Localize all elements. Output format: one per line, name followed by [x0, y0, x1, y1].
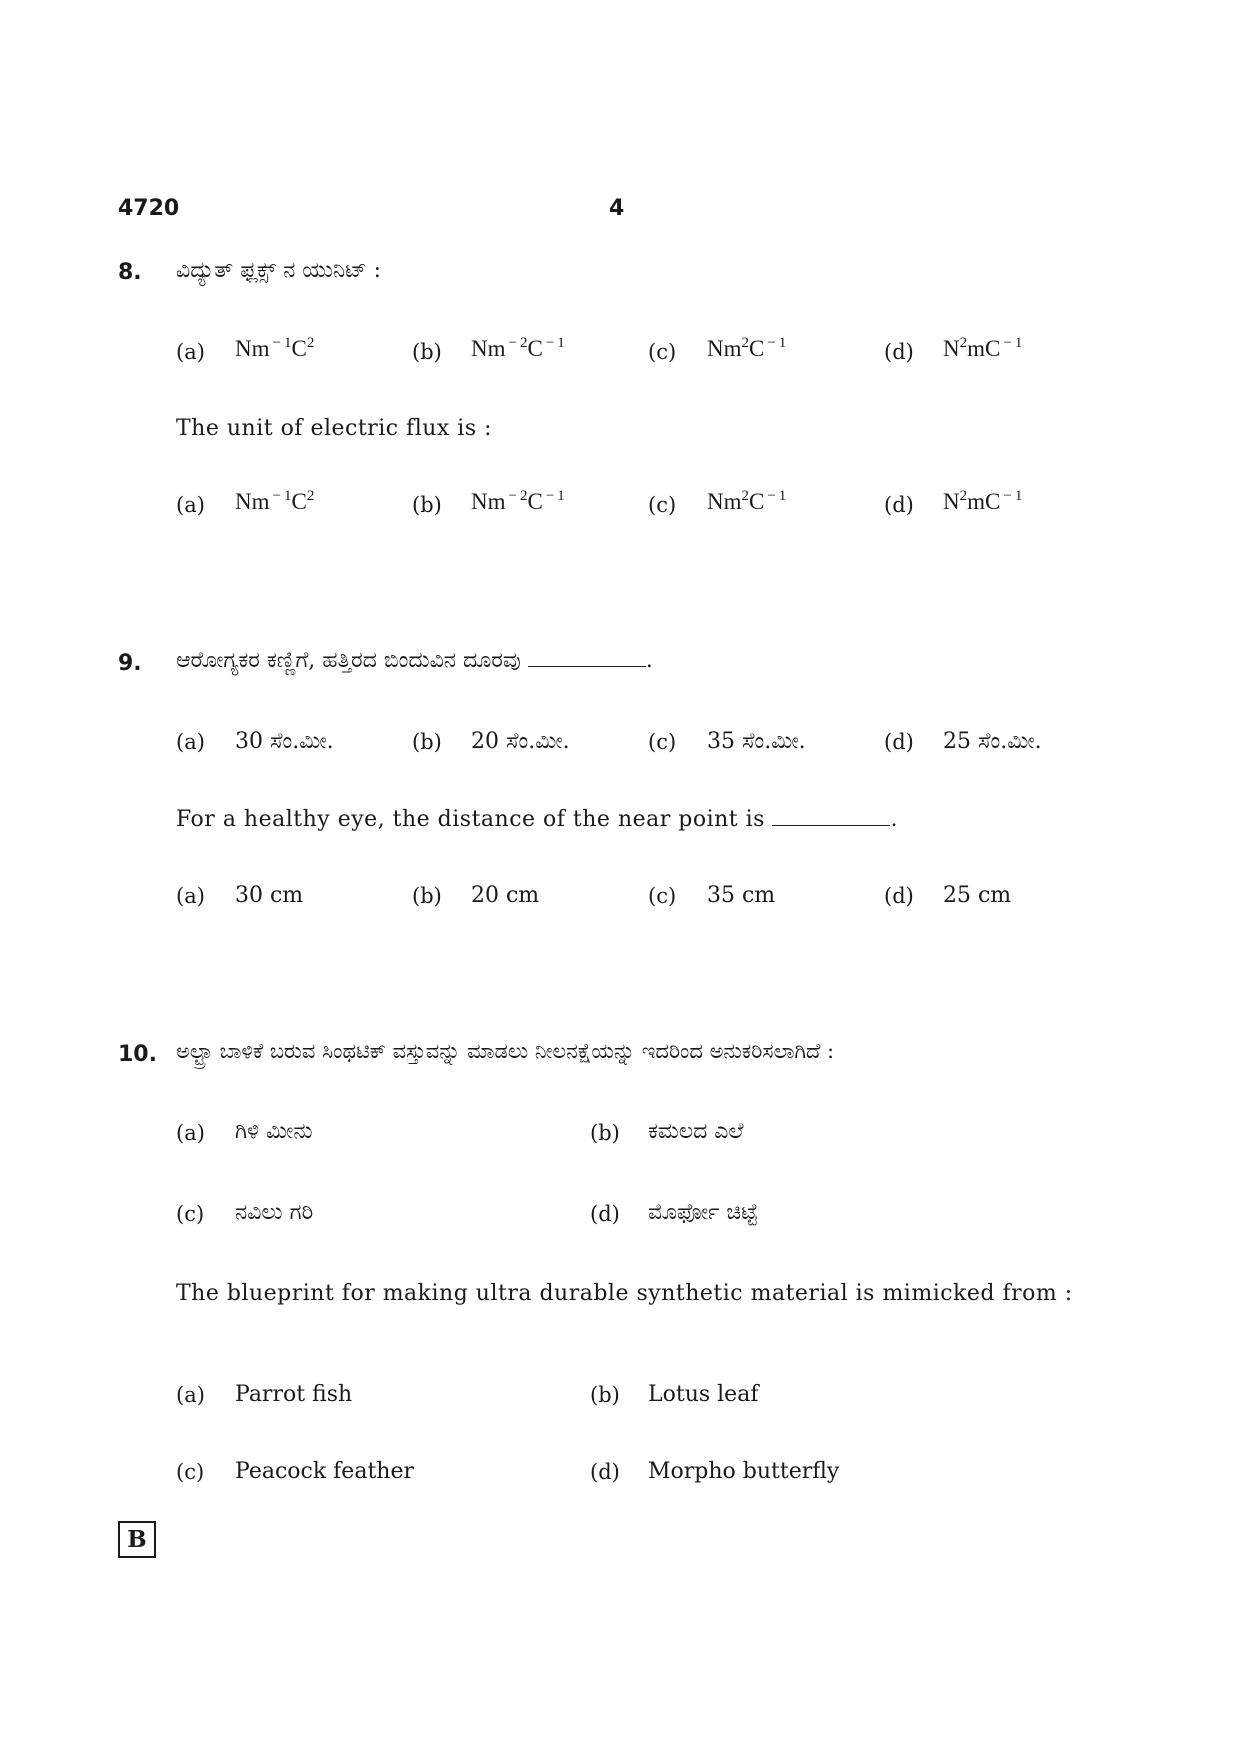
- option-label-c: (c): [648, 884, 677, 908]
- q8-kn-option-a: Nm $^{- 1}C^2$: [235, 335, 315, 361]
- q9-kn-option-b: 20 ಸೆಂ.ಮೀ.: [471, 729, 570, 754]
- option-label-d: (d): [884, 340, 914, 364]
- q8-kn-option-b: Nm $^{- 2}$C $^{- 1}$: [471, 335, 565, 361]
- q9-kn-option-d: 25 ಸೆಂ.ಮೀ.: [943, 729, 1042, 754]
- q10-en-option-a: Parrot fish: [235, 1382, 353, 1407]
- q8-en-option-b: Nm $^{- 2}$C $^{- 1}$: [471, 488, 565, 514]
- option-label-d: (d): [884, 730, 914, 754]
- set-code-box: B: [118, 1521, 156, 1558]
- option-label-a: (a): [176, 884, 205, 908]
- option-label-b: (b): [590, 1383, 620, 1407]
- paper-code: 4720: [118, 196, 180, 221]
- q8-en-option-d: $N^2mC$ $^{- 1}$: [943, 488, 1023, 514]
- option-label-b: (b): [412, 340, 442, 364]
- option-label-b: (b): [412, 730, 442, 754]
- question-8-kannada: ವಿದ್ಯುತ್ ಫ್ಲಕ್ಸ್ ನ ಯುನಿಟ್ :: [176, 258, 382, 283]
- q10-en-option-d: Morpho butterfly: [648, 1459, 840, 1484]
- q9-kn-option-a: 30 ಸೆಂ.ಮೀ.: [235, 729, 334, 754]
- answer-blank: [528, 648, 646, 667]
- question-10-english: The blueprint for making ultra durable synthetic material is mimicked from :: [176, 1281, 1073, 1306]
- question-8-english: The unit of electric flux is :: [176, 416, 493, 441]
- q8-kn-option-d: $N^2mC$ $^{- 1}$: [943, 335, 1023, 361]
- question-number-9: 9.: [118, 651, 142, 676]
- option-label-a: (a): [176, 1383, 205, 1407]
- q8-en-option-a: Nm $^{- 1}C^2$: [235, 488, 315, 514]
- q9-en-option-d: 25 cm: [943, 883, 1012, 908]
- q10-kn-option-b: ಕಮಲದ ಎಲೆ: [648, 1119, 744, 1144]
- q9-kn-option-c: 35 ಸೆಂ.ಮೀ.: [707, 729, 806, 754]
- answer-blank: [772, 807, 890, 826]
- option-label-c: (c): [648, 340, 677, 364]
- question-9-kannada: ಆರೋಗ್ಯಕರ ಕಣ್ಣಿಗೆ, ಹತ್ತಿರದ ಬಿಂದುವಿನ ದೂರವು .: [176, 648, 653, 673]
- page-number: 4: [609, 196, 625, 221]
- question-number-8: 8.: [118, 260, 142, 285]
- option-label-b: (b): [412, 493, 442, 517]
- q8-kn-option-c: Nm$^2$C $^{- 1}$: [707, 335, 787, 361]
- option-label-c: (c): [176, 1460, 205, 1484]
- question-10-kannada: ಅಲ್ಟ್ರಾ ಬಾಳಿಕೆ ಬರುವ ಸಿಂಥಟಿಕ್ ವಸ್ತುವನ್ನು ಮಾಡಲು ನೀಲನಕ್ಷೆಯನ್ನು ಇದರಿಂದ ಅನುಕರಿಸಲಾಗಿದೆ :: [176, 1039, 835, 1063]
- q10-kn-option-c: ನವಿಲು ಗರಿ: [235, 1200, 314, 1225]
- option-label-b: (b): [412, 884, 442, 908]
- option-label-c: (c): [176, 1202, 205, 1226]
- option-label-d: (d): [590, 1202, 620, 1226]
- option-label-a: (a): [176, 493, 205, 517]
- option-label-d: (d): [884, 493, 914, 517]
- question-9-english: For a healthy eye, the distance of the near point is .: [176, 807, 898, 832]
- q9-en-option-c: 35 cm: [707, 883, 776, 908]
- q9-en-option-a: 30 cm: [235, 883, 304, 908]
- q10-en-option-b: Lotus leaf: [648, 1382, 759, 1407]
- question-number-10: 10.: [118, 1042, 157, 1067]
- option-label-d: (d): [884, 884, 914, 908]
- option-label-c: (c): [648, 730, 677, 754]
- q8-en-option-c: Nm$^2$C $^{- 1}$: [707, 488, 787, 514]
- option-label-c: (c): [648, 493, 677, 517]
- q10-en-option-c: Peacock feather: [235, 1459, 414, 1484]
- q10-kn-option-a: ಗಿಳಿ ಮೀನು: [235, 1119, 313, 1144]
- q9-en-option-b: 20 cm: [471, 883, 540, 908]
- option-label-b: (b): [590, 1121, 620, 1145]
- option-label-a: (a): [176, 340, 205, 364]
- option-label-a: (a): [176, 1121, 205, 1145]
- q10-kn-option-d: ಮೊರ್ಫೋ ಚಿಟ್ಟೆ: [648, 1200, 758, 1225]
- option-label-d: (d): [590, 1460, 620, 1484]
- option-label-a: (a): [176, 730, 205, 754]
